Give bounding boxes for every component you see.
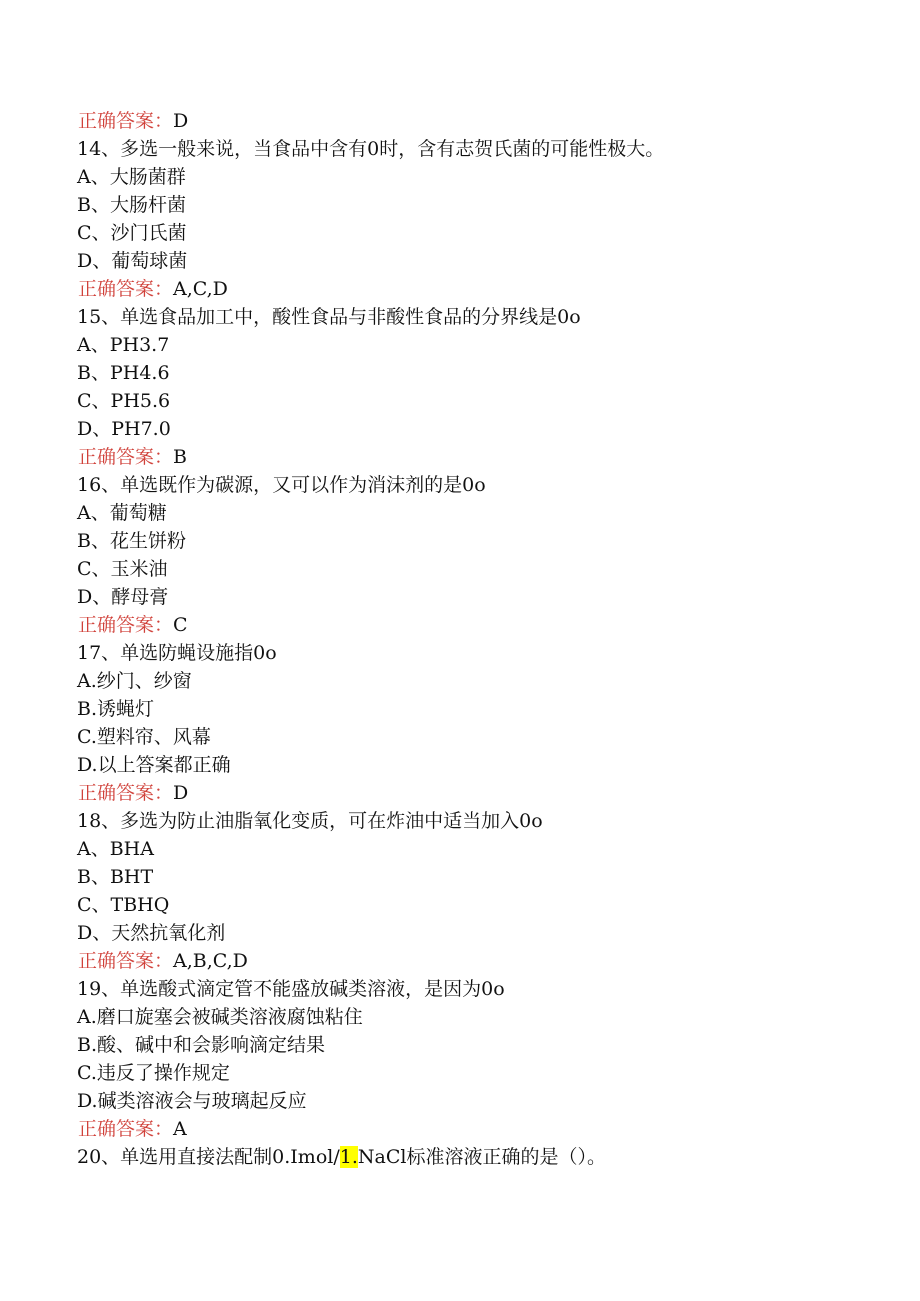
option-d: D、葡萄球菌 bbox=[77, 250, 188, 272]
option-a: A.纱门、纱窗 bbox=[77, 670, 192, 692]
option-d: D.碱类溶液会与玻璃起反应 bbox=[77, 1090, 307, 1112]
question-text-part: 20、单选用直接法配制0.Imol/ bbox=[77, 1146, 340, 1168]
option-c: C、沙门氏菌 bbox=[77, 222, 187, 244]
answer-label: 正确答案： bbox=[78, 446, 174, 468]
option-c: C.违反了操作规定 bbox=[77, 1062, 230, 1084]
option-b: B.酸、碱中和会影响滴定结果 bbox=[77, 1034, 326, 1056]
option-d: D、天然抗氧化剂 bbox=[77, 922, 226, 944]
option-a: A、BHA bbox=[77, 838, 154, 860]
answer-line bbox=[78, 443, 897, 471]
option-b: B、PH4.6 bbox=[77, 362, 170, 384]
answer-line bbox=[78, 275, 897, 303]
option-d: D.以上答案都正确 bbox=[77, 754, 231, 776]
question-text: 17、单选防蝇设施指0o bbox=[77, 642, 277, 664]
question-text: 16、单选既作为碳源，又可以作为消沫剂的是0o bbox=[77, 474, 486, 496]
answer-line bbox=[78, 611, 897, 639]
question-text: 19、单选酸式滴定管不能盛放碱类溶液，是因为0o bbox=[77, 978, 505, 1000]
answer-label: 正确答案： bbox=[78, 782, 174, 804]
question-text: 15、单选食品加工中，酸性食品与非酸性食品的分界线是0o bbox=[77, 306, 581, 328]
answer-value: D bbox=[173, 782, 189, 804]
option-a: A、PH3.7 bbox=[77, 334, 170, 356]
option-a: A.磨口旋塞会被碱类溶液腐蚀粘住 bbox=[77, 1006, 363, 1028]
answer-line bbox=[78, 779, 897, 807]
option-b: B、大肠杆菌 bbox=[77, 194, 186, 216]
answer-value: B bbox=[173, 446, 187, 468]
answer-line bbox=[78, 107, 897, 135]
answer-value: A bbox=[173, 1118, 187, 1140]
answer-value: C bbox=[173, 614, 188, 636]
option-a: A、大肠菌群 bbox=[77, 166, 186, 188]
question-text bbox=[77, 1143, 897, 1171]
answer-label: 正确答案： bbox=[78, 110, 174, 132]
answer-value: D bbox=[173, 110, 189, 132]
option-b: B、BHT bbox=[77, 866, 154, 888]
option-d: D、酵母膏 bbox=[77, 586, 169, 608]
option-c: C.塑料帘、风幕 bbox=[77, 726, 211, 748]
answer-value: A,B,C,D bbox=[173, 950, 248, 972]
option-c: C、PH5.6 bbox=[77, 390, 171, 412]
option-d: D、PH7.0 bbox=[77, 418, 171, 440]
question-text: 14、多选一般来说，当食品中含有0时，含有志贺氏菌的可能性极大。 bbox=[77, 138, 665, 160]
question-text: 18、多选为防止油脂氧化变质，可在炸油中适当加入0o bbox=[77, 810, 543, 832]
answer-line bbox=[78, 947, 897, 975]
question-text-part: NaCl标准溶液正确的是（）。 bbox=[357, 1146, 606, 1168]
answer-label: 正确答案： bbox=[78, 950, 174, 972]
option-a: A、葡萄糖 bbox=[77, 502, 167, 524]
question-list bbox=[77, 107, 897, 1171]
option-b: B.诱蝇灯 bbox=[77, 698, 155, 720]
option-b: B、花生饼粉 bbox=[77, 530, 186, 552]
answer-label: 正确答案： bbox=[78, 1118, 174, 1140]
highlighted-text: 1. bbox=[339, 1146, 358, 1168]
answer-line bbox=[78, 1115, 897, 1143]
option-c: C、TBHQ bbox=[77, 894, 170, 916]
answer-label: 正确答案： bbox=[78, 278, 174, 300]
answer-value: A,C,D bbox=[173, 278, 228, 300]
option-c: C、玉米油 bbox=[77, 558, 168, 580]
answer-label: 正确答案： bbox=[78, 614, 174, 636]
